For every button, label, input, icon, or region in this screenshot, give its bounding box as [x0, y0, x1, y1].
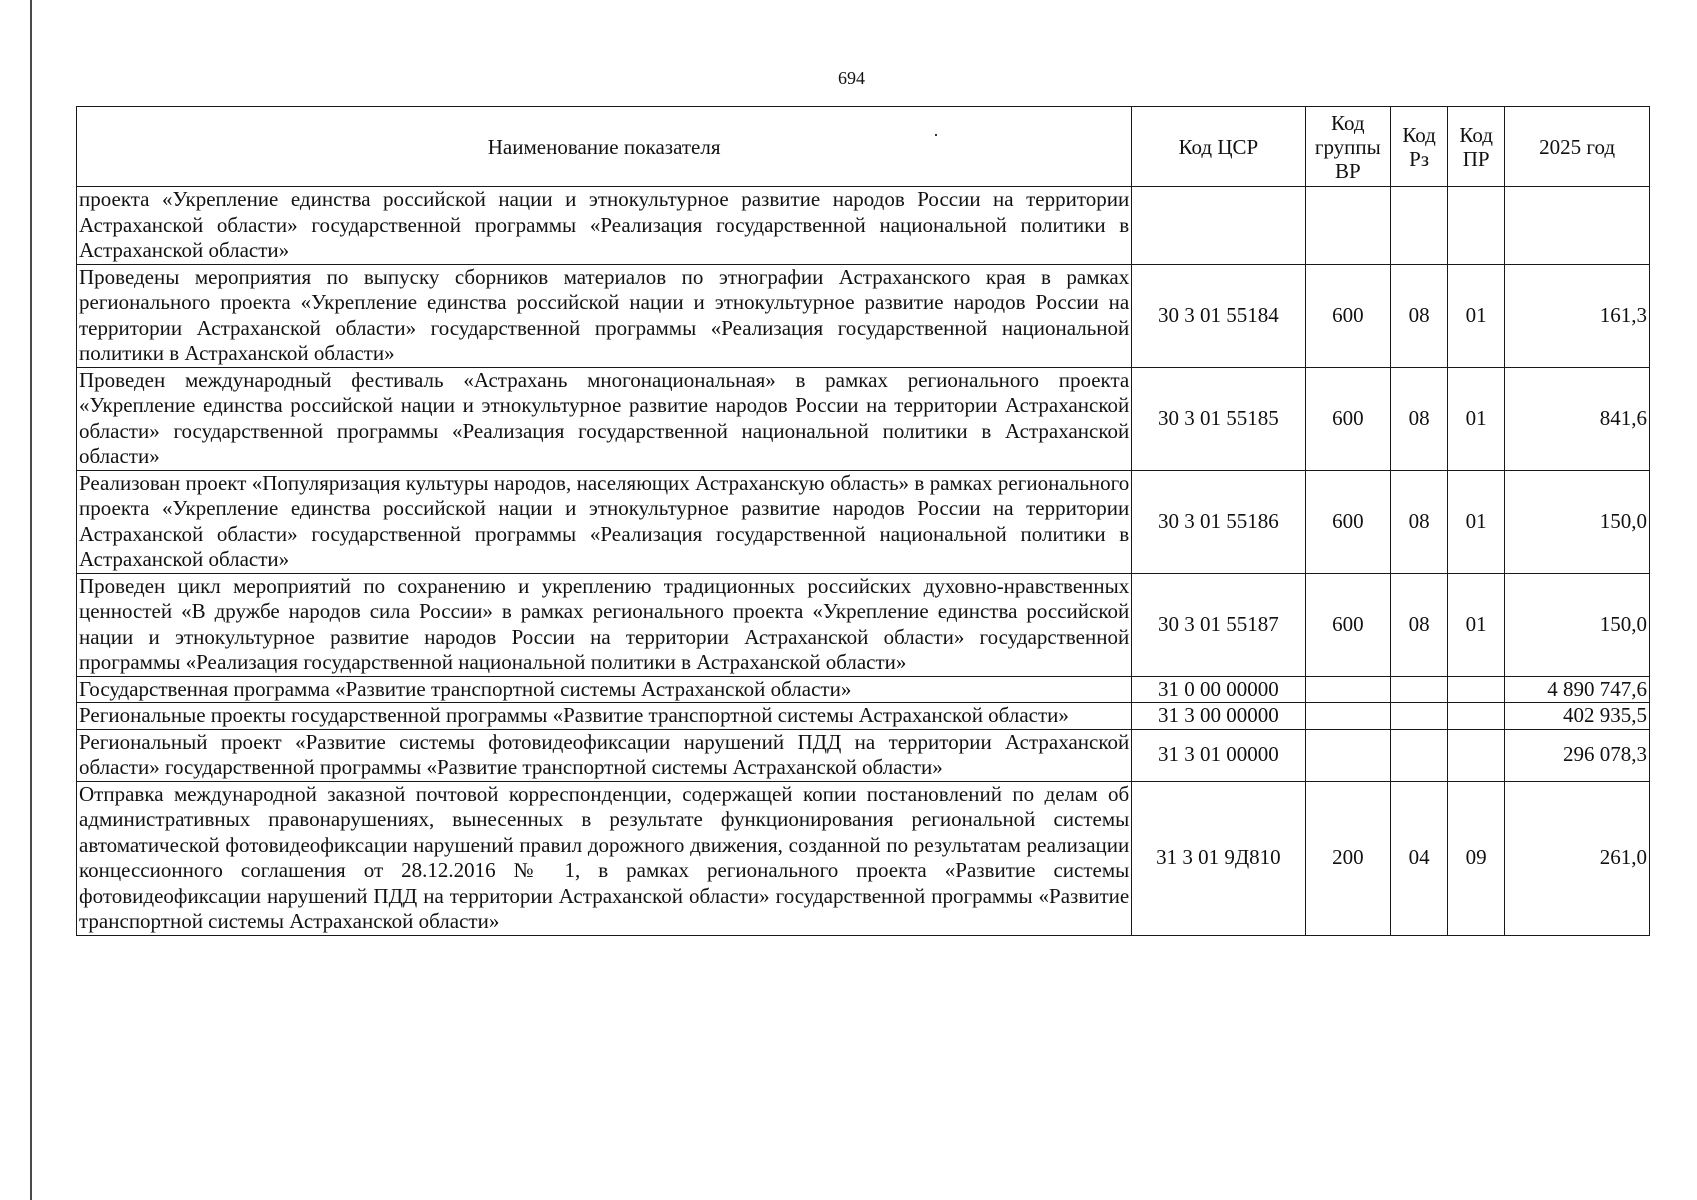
- rz-code: [1391, 187, 1448, 265]
- csr-code: 31 3 01 00000: [1132, 729, 1305, 781]
- vr-code: 600: [1305, 470, 1391, 573]
- table-row: [77, 367, 1650, 470]
- header-csr: Код ЦСР: [1132, 107, 1305, 187]
- vr-code: 600: [1305, 573, 1391, 676]
- vr-code: [1305, 703, 1391, 730]
- indicator-name: Государственная программа «Развитие транспортной системы Астраханской области»: [77, 676, 1132, 703]
- rz-code: [1391, 703, 1448, 730]
- rz-code: 04: [1391, 781, 1448, 935]
- amount-2025: 402 935,5: [1505, 703, 1650, 730]
- amount-2025: 150,0: [1505, 470, 1650, 573]
- pr-code: 01: [1448, 573, 1505, 676]
- table-row: [77, 187, 1650, 265]
- amount-2025: 296 078,3: [1505, 729, 1650, 781]
- table-row: [77, 573, 1650, 676]
- csr-code: 30 3 01 55187: [1132, 573, 1305, 676]
- indicator-name: проекта «Укрепление единства российской нации и этнокультурное развитие народов России на территории Астраханской области» государственной программы «Реализация государственной национальной политики в Астраханской области»: [77, 187, 1132, 265]
- table-row: [77, 781, 1650, 935]
- rz-code: 08: [1391, 470, 1448, 573]
- vr-code: [1305, 676, 1391, 703]
- header-vr: Код группы ВР: [1305, 107, 1391, 187]
- rz-code: 08: [1391, 264, 1448, 367]
- pr-code: 01: [1448, 367, 1505, 470]
- indicator-name: Проведен международный фестиваль «Астрахань многонациональная» в рамках регионального проекта «Укрепление единства российской нации и этнокультурное развитие народов России на территории Астраханской области» государственной программы «Реализация государственной национальной политики в Астраханской области»: [77, 367, 1132, 470]
- vr-code: [1305, 187, 1391, 265]
- table-row: [77, 729, 1650, 781]
- indicator-name: Проведен цикл мероприятий по сохранению и укреплению традиционных российских духовно-нравственных ценностей «В дружбе народов сила России» в рамках регионального проекта «Укрепление единства российской нации и этнокультурное развитие народов России на территории Астраханской области» государственной программы «Реализация государственной национальной политики в Астраханской области»: [77, 573, 1132, 676]
- table-row: [77, 676, 1650, 703]
- vr-code: 200: [1305, 781, 1391, 935]
- csr-code: 31 3 01 9Д810: [1132, 781, 1305, 935]
- pr-code: 01: [1448, 264, 1505, 367]
- table-row: [77, 703, 1650, 730]
- pr-code: [1448, 703, 1505, 730]
- amount-2025: [1505, 187, 1650, 265]
- pr-code: 09: [1448, 781, 1505, 935]
- rz-code: 08: [1391, 367, 1448, 470]
- page-number: 694: [838, 68, 865, 88]
- pr-code: [1448, 187, 1505, 265]
- table-header-row: [77, 107, 1650, 187]
- header-year: 2025 год: [1505, 107, 1650, 187]
- csr-code: [1132, 187, 1305, 265]
- header-rz: Код Рз: [1391, 107, 1448, 187]
- indicator-name: Региональные проекты государственной программы «Развитие транспортной системы Астраханской области»: [77, 703, 1132, 730]
- rz-code: [1391, 729, 1448, 781]
- scan-margin-line: [30, 0, 32, 1200]
- vr-code: [1305, 729, 1391, 781]
- csr-code: 31 3 00 00000: [1132, 703, 1305, 730]
- amount-2025: 4 890 747,6: [1505, 676, 1650, 703]
- rz-code: [1391, 676, 1448, 703]
- rz-code: 08: [1391, 573, 1448, 676]
- amount-2025: 261,0: [1505, 781, 1650, 935]
- table-row: [77, 264, 1650, 367]
- csr-code: 30 3 01 55185: [1132, 367, 1305, 470]
- header-pr: Код ПР: [1448, 107, 1505, 187]
- csr-code: 30 3 01 55184: [1132, 264, 1305, 367]
- amount-2025: 150,0: [1505, 573, 1650, 676]
- table-row: [77, 470, 1650, 573]
- indicator-name: Проведены мероприятия по выпуску сборников материалов по этнографии Астраханского края в рамках регионального проекта «Укрепление единства российской нации и этнокультурное развитие народов России на территории Астраханской области» государственной программы «Реализация государственной национальной политики в Астраханской области»: [77, 264, 1132, 367]
- indicator-name: Региональный проект «Развитие системы фотовидеофиксации нарушений ПДД на территории Астраханской области» государственной программы «Развитие транспортной системы Астраханской области»: [77, 729, 1132, 781]
- pr-code: [1448, 729, 1505, 781]
- indicator-name: Отправка международной заказной почтовой корреспонденции, содержащей копии постановлений по делам об административных правонарушениях, вынесенных в результате функционирования региональной системы автоматической фотовидеофиксации нарушений правил дорожного движения, созданной по результатам реализации концессионного соглашения от 28.12.2016 № 1, в рамках регионального проекта «Развитие системы фотовидеофиксации нарушений ПДД на территории Астраханской области» государственной программы «Развитие транспортной системы Астраханской области»: [77, 781, 1132, 935]
- vr-code: 600: [1305, 264, 1391, 367]
- csr-code: 30 3 01 55186: [1132, 470, 1305, 573]
- indicator-name: Реализован проект «Популяризация культуры народов, населяющих Астраханскую область» в рамках регионального проекта «Укрепление единства российской нации и этнокультурное развитие народов России на территории Астраханской области» государственной программы «Реализация государственной национальной политики в Астраханской области»: [77, 470, 1132, 573]
- header-name: Наименование показателя: [77, 107, 1132, 187]
- amount-2025: 841,6: [1505, 367, 1650, 470]
- vr-code: 600: [1305, 367, 1391, 470]
- budget-table: [76, 106, 1650, 936]
- csr-code: 31 0 00 00000: [1132, 676, 1305, 703]
- amount-2025: 161,3: [1505, 264, 1650, 367]
- pr-code: 01: [1448, 470, 1505, 573]
- pr-code: [1448, 676, 1505, 703]
